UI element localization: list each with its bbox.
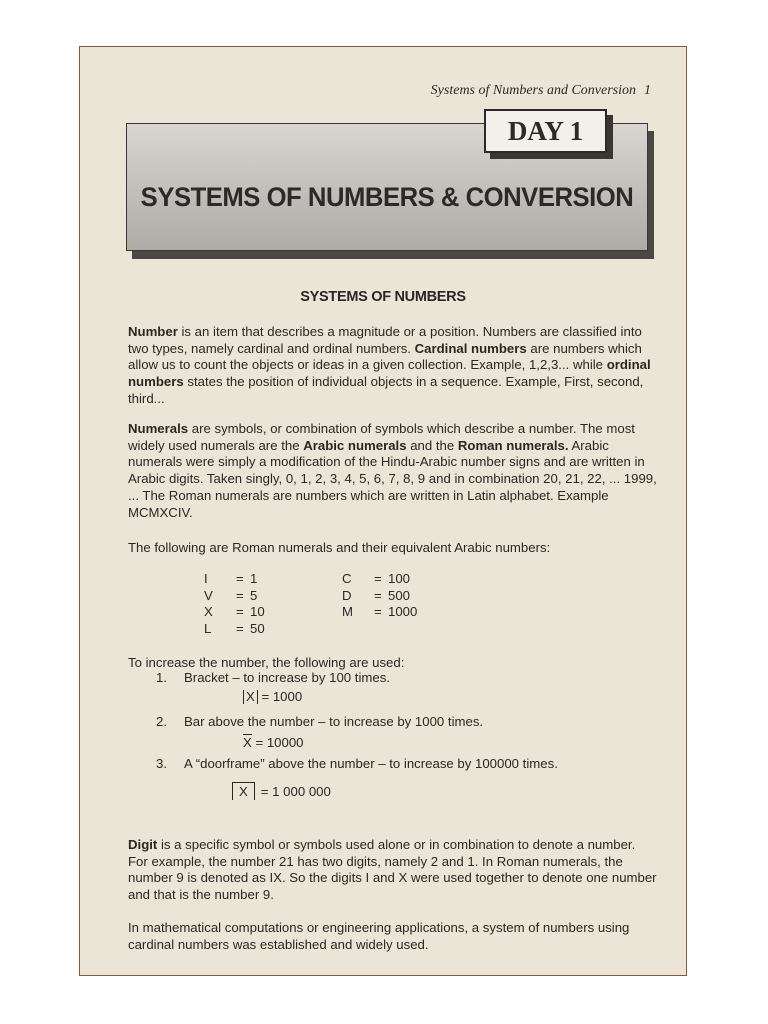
- roman-table-right: [342, 571, 417, 621]
- equals: =: [236, 620, 244, 636]
- arabic-value: 100: [388, 571, 411, 586]
- overbar-symbol: X: [243, 735, 252, 750]
- list-text: Bar above the number – to increase by 1000 times.: [184, 714, 484, 729]
- page-number: 1: [644, 83, 651, 98]
- formula-doorframe: [232, 782, 331, 800]
- section-heading: SYSTEMS OF NUMBERS: [300, 289, 466, 305]
- formula-result: = 10000: [251, 735, 304, 750]
- formula-bracket: [243, 689, 302, 704]
- arabic-value: 5: [250, 587, 258, 603]
- roman-symbol: D: [342, 587, 352, 603]
- equals: =: [374, 587, 382, 603]
- paragraph-digit: [128, 837, 658, 904]
- running-head: [431, 83, 651, 99]
- chapter-title: SYSTEMS OF NUMBERS & CONVERSION: [140, 182, 634, 212]
- term-cardinal: Cardinal numbers: [414, 340, 527, 356]
- equals: =: [236, 604, 244, 619]
- formula-bar: [243, 734, 304, 750]
- list-text: A “doorframe” above the number – to increase by 100000 times.: [184, 756, 558, 771]
- text: and the: [406, 437, 458, 453]
- text: are symbols, or combination of symbols which describe a number. The most widely used numerals are the: [128, 421, 635, 453]
- term-numerals: Numerals: [128, 421, 189, 436]
- roman-row: [342, 604, 417, 621]
- roman-table-left: [204, 571, 265, 637]
- running-head-title: Systems of Numbers and Conversion: [430, 83, 636, 98]
- list-number: 1.: [156, 670, 167, 685]
- list-item: [156, 714, 483, 731]
- roman-row: [204, 621, 265, 638]
- paragraph-numerals: [128, 421, 658, 521]
- list-number: 3.: [156, 756, 167, 771]
- text: states the position of individual objects in a sequence. Example, First, second, third...: [128, 374, 644, 406]
- list-number: 2.: [156, 714, 167, 729]
- formula-result: = 1000: [257, 689, 303, 704]
- arabic-value: 1: [250, 571, 258, 586]
- roman-symbol: C: [342, 571, 352, 586]
- arabic-value: 10: [250, 604, 265, 619]
- term-roman: Roman numerals.: [457, 437, 569, 453]
- paragraph-computations: In mathematical computations or engineering applications, a system of numbers using cardinal numbers was established and widely used.: [128, 920, 630, 952]
- book-page: [79, 46, 687, 976]
- roman-symbol: M: [342, 604, 353, 619]
- roman-row: [342, 588, 417, 605]
- paragraph-number-definition: [128, 324, 658, 408]
- list-item: [156, 670, 390, 687]
- paragraph-roman-intro: The following are Roman numerals and their equivalent Arabic numbers:: [128, 540, 551, 555]
- equals: =: [374, 604, 382, 619]
- term-arabic: Arabic numerals: [303, 437, 407, 453]
- equals: =: [236, 587, 244, 603]
- doorframe-symbol: X: [232, 782, 255, 800]
- term-ordinal: ordinal numbers: [128, 357, 651, 390]
- roman-row: [204, 588, 265, 605]
- day-label: DAY 1: [484, 109, 607, 153]
- arabic-value: 1000: [388, 604, 418, 619]
- text: is a specific symbol or symbols used alone or in combination to denote a number. For example, the number 21 has two digits, namely 2 and 1. In Roman numerals, the number 9 is denoted as IX. So the digits I and X were used together to denote one number and that is the number 9.: [128, 837, 657, 903]
- formula-result: = 1 000 000: [260, 784, 331, 799]
- arabic-value: 50: [250, 620, 265, 636]
- roman-symbol: I: [204, 571, 208, 586]
- roman-symbol: V: [204, 587, 213, 603]
- roman-row: [204, 571, 265, 588]
- arabic-value: 500: [388, 587, 411, 603]
- roman-symbol: X: [204, 604, 213, 619]
- term-digit: Digit: [128, 837, 158, 852]
- equals: =: [374, 571, 382, 586]
- bracketed-symbol: X: [243, 690, 258, 704]
- text: Arabic numerals were simply a modification of the Hindu-Arabic number signs and are written in Arabic digits. Taken singly, 0, 1, 2, 3, 4, 5, 6, 7, 8, 9 and in combination 20, 21, 22, ... 1999, ... The Roman numerals are numbers which are written in Latin alphabet. Example MCMXCIV.: [128, 437, 657, 520]
- text: are numbers which allow us to count the objects or ideas in a given collection. Example, 1,2,3... while: [128, 340, 642, 373]
- list-item: [156, 756, 558, 773]
- roman-symbol: L: [204, 620, 212, 636]
- list-text: Bracket – to increase by 100 times.: [184, 670, 390, 685]
- roman-row: [342, 571, 417, 588]
- paragraph-increase-intro: To increase the number, the following are used:: [128, 655, 405, 670]
- roman-row: [204, 604, 265, 621]
- text: is an item that describes a magnitude or a position. Numbers are classified into two types, namely cardinal and ordinal numbers.: [128, 324, 642, 356]
- equals: =: [236, 571, 244, 586]
- term-number: Number: [128, 324, 178, 339]
